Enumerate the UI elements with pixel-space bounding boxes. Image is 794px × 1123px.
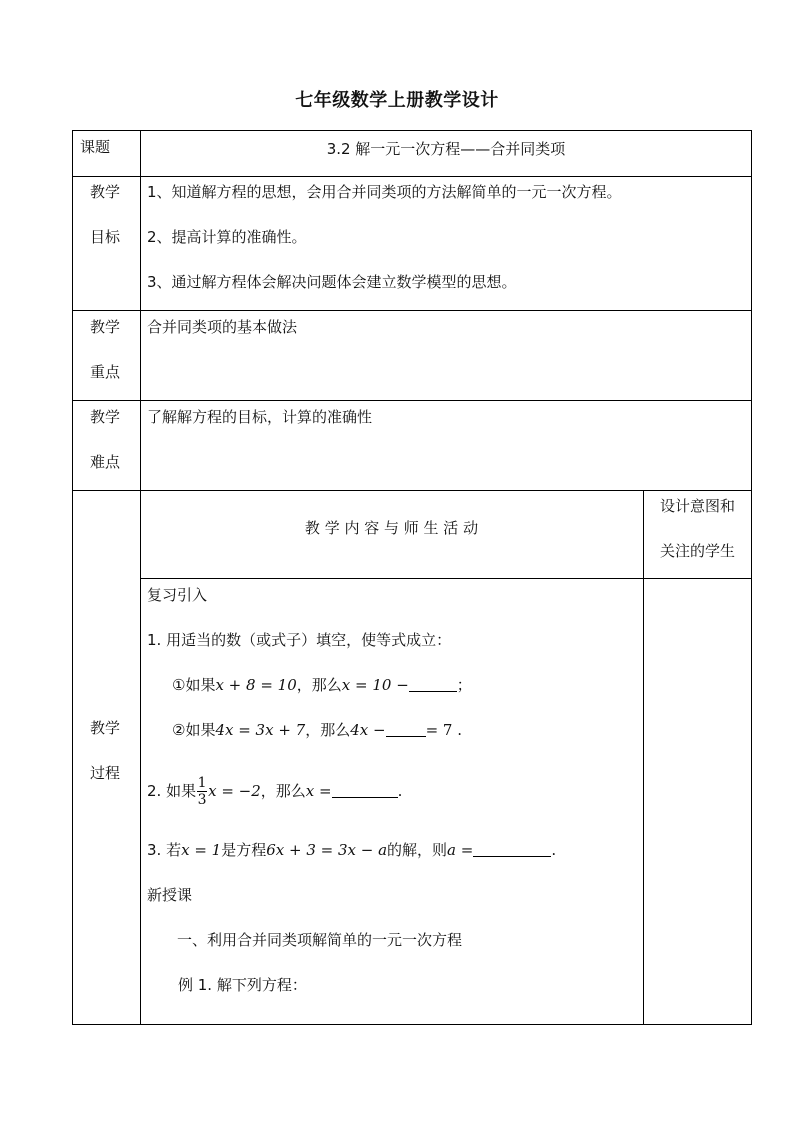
question-1: 1. 用适当的数（或式子）填空，使等式成立：	[147, 631, 452, 649]
review-section-title: 复习引入	[147, 586, 208, 604]
goals-label-top: 教学	[90, 183, 121, 201]
q2-equation: x = −2	[208, 782, 261, 800]
design-column-header-bottom: 关注的学生	[659, 542, 735, 560]
q1b-middle: ，那么	[305, 721, 351, 739]
row-divider	[140, 578, 752, 579]
goal-item: 3、通过解方程体会解决问题体会建立数学模型的思想。	[147, 273, 517, 291]
q1b-rhs: 4x −	[350, 721, 386, 739]
key-label-top: 教学	[90, 318, 121, 336]
answer-blank[interactable]	[409, 677, 457, 692]
q1a-rhs: x = 10 −	[341, 676, 409, 694]
q1a-equation: x + 8 = 10	[215, 676, 297, 694]
table-border-bottom	[72, 1024, 752, 1025]
row-divider	[72, 400, 752, 401]
q3-equation: 6x + 3 = 3x − a	[266, 841, 388, 859]
answer-blank[interactable]	[386, 722, 426, 737]
q1a-prefix: ①如果	[172, 676, 216, 694]
row-divider	[72, 176, 752, 177]
q1a-end: ；	[456, 676, 472, 694]
question-3	[147, 840, 556, 860]
column-divider	[140, 130, 141, 1025]
topic-value: 3.2 解一元一次方程——合并同类项	[326, 140, 566, 158]
q1b-end: = 7 .	[425, 721, 462, 739]
lesson-plan-table	[72, 130, 752, 1025]
row-divider	[72, 490, 752, 491]
difficulty-text: 了解解方程的目标，计算的准确性	[147, 408, 373, 426]
process-label-bottom: 过程	[90, 764, 121, 782]
q2-middle: ，那么	[260, 782, 306, 800]
content-column-header: 教 学 内 容 与 师 生 活 动	[304, 519, 479, 537]
q3-variable: a =	[447, 841, 474, 859]
process-label-top: 教学	[90, 719, 121, 737]
document-title: 七年级数学上册教学设计	[295, 90, 499, 111]
key-point-text: 合并同类项的基本做法	[147, 318, 298, 336]
fraction	[197, 775, 207, 808]
answer-blank[interactable]	[332, 783, 398, 798]
question-1a	[172, 675, 472, 695]
q2-prefix: 2. 如果	[147, 782, 197, 800]
q1a-middle: ，那么	[296, 676, 342, 694]
question-2	[147, 775, 402, 808]
difficulty-label-top: 教学	[90, 408, 121, 426]
difficulty-label-bottom: 难点	[90, 453, 121, 471]
fraction-denominator: 3	[197, 792, 207, 808]
example-1: 例 1. 解下列方程：	[178, 976, 307, 994]
row-divider	[72, 310, 752, 311]
answer-blank[interactable]	[473, 842, 551, 857]
table-border-top	[72, 130, 752, 131]
goal-item: 2、提高计算的准确性。	[147, 228, 307, 246]
new-lesson-title: 新授课	[147, 886, 193, 904]
q3-end: .	[551, 841, 557, 859]
goal-item: 1、知道解方程的思想，会用合并同类项的方法解简单的一元一次方程。	[147, 183, 622, 201]
q3-condition: x = 1	[181, 841, 222, 859]
q3-middle-2: 的解，则	[387, 841, 448, 859]
fraction-numerator: 1	[197, 775, 207, 791]
q2-end: .	[397, 782, 403, 800]
column-divider	[643, 490, 644, 1025]
section-heading: 一、利用合并同类项解简单的一元一次方程	[177, 931, 463, 949]
q1b-equation: 4x = 3x + 7	[215, 721, 306, 739]
key-label-bottom: 重点	[90, 363, 121, 381]
q1b-prefix: ②如果	[172, 721, 216, 739]
table-border-right	[751, 130, 752, 1025]
question-1b	[172, 720, 462, 740]
table-border-left	[72, 130, 73, 1025]
q2-variable: x =	[305, 782, 332, 800]
q3-middle: 是方程	[221, 841, 267, 859]
topic-label: 课题	[80, 138, 111, 156]
goals-label-bottom: 目标	[90, 228, 121, 246]
q3-prefix: 3. 若	[147, 841, 182, 859]
design-column-header-top: 设计意图和	[659, 497, 735, 515]
